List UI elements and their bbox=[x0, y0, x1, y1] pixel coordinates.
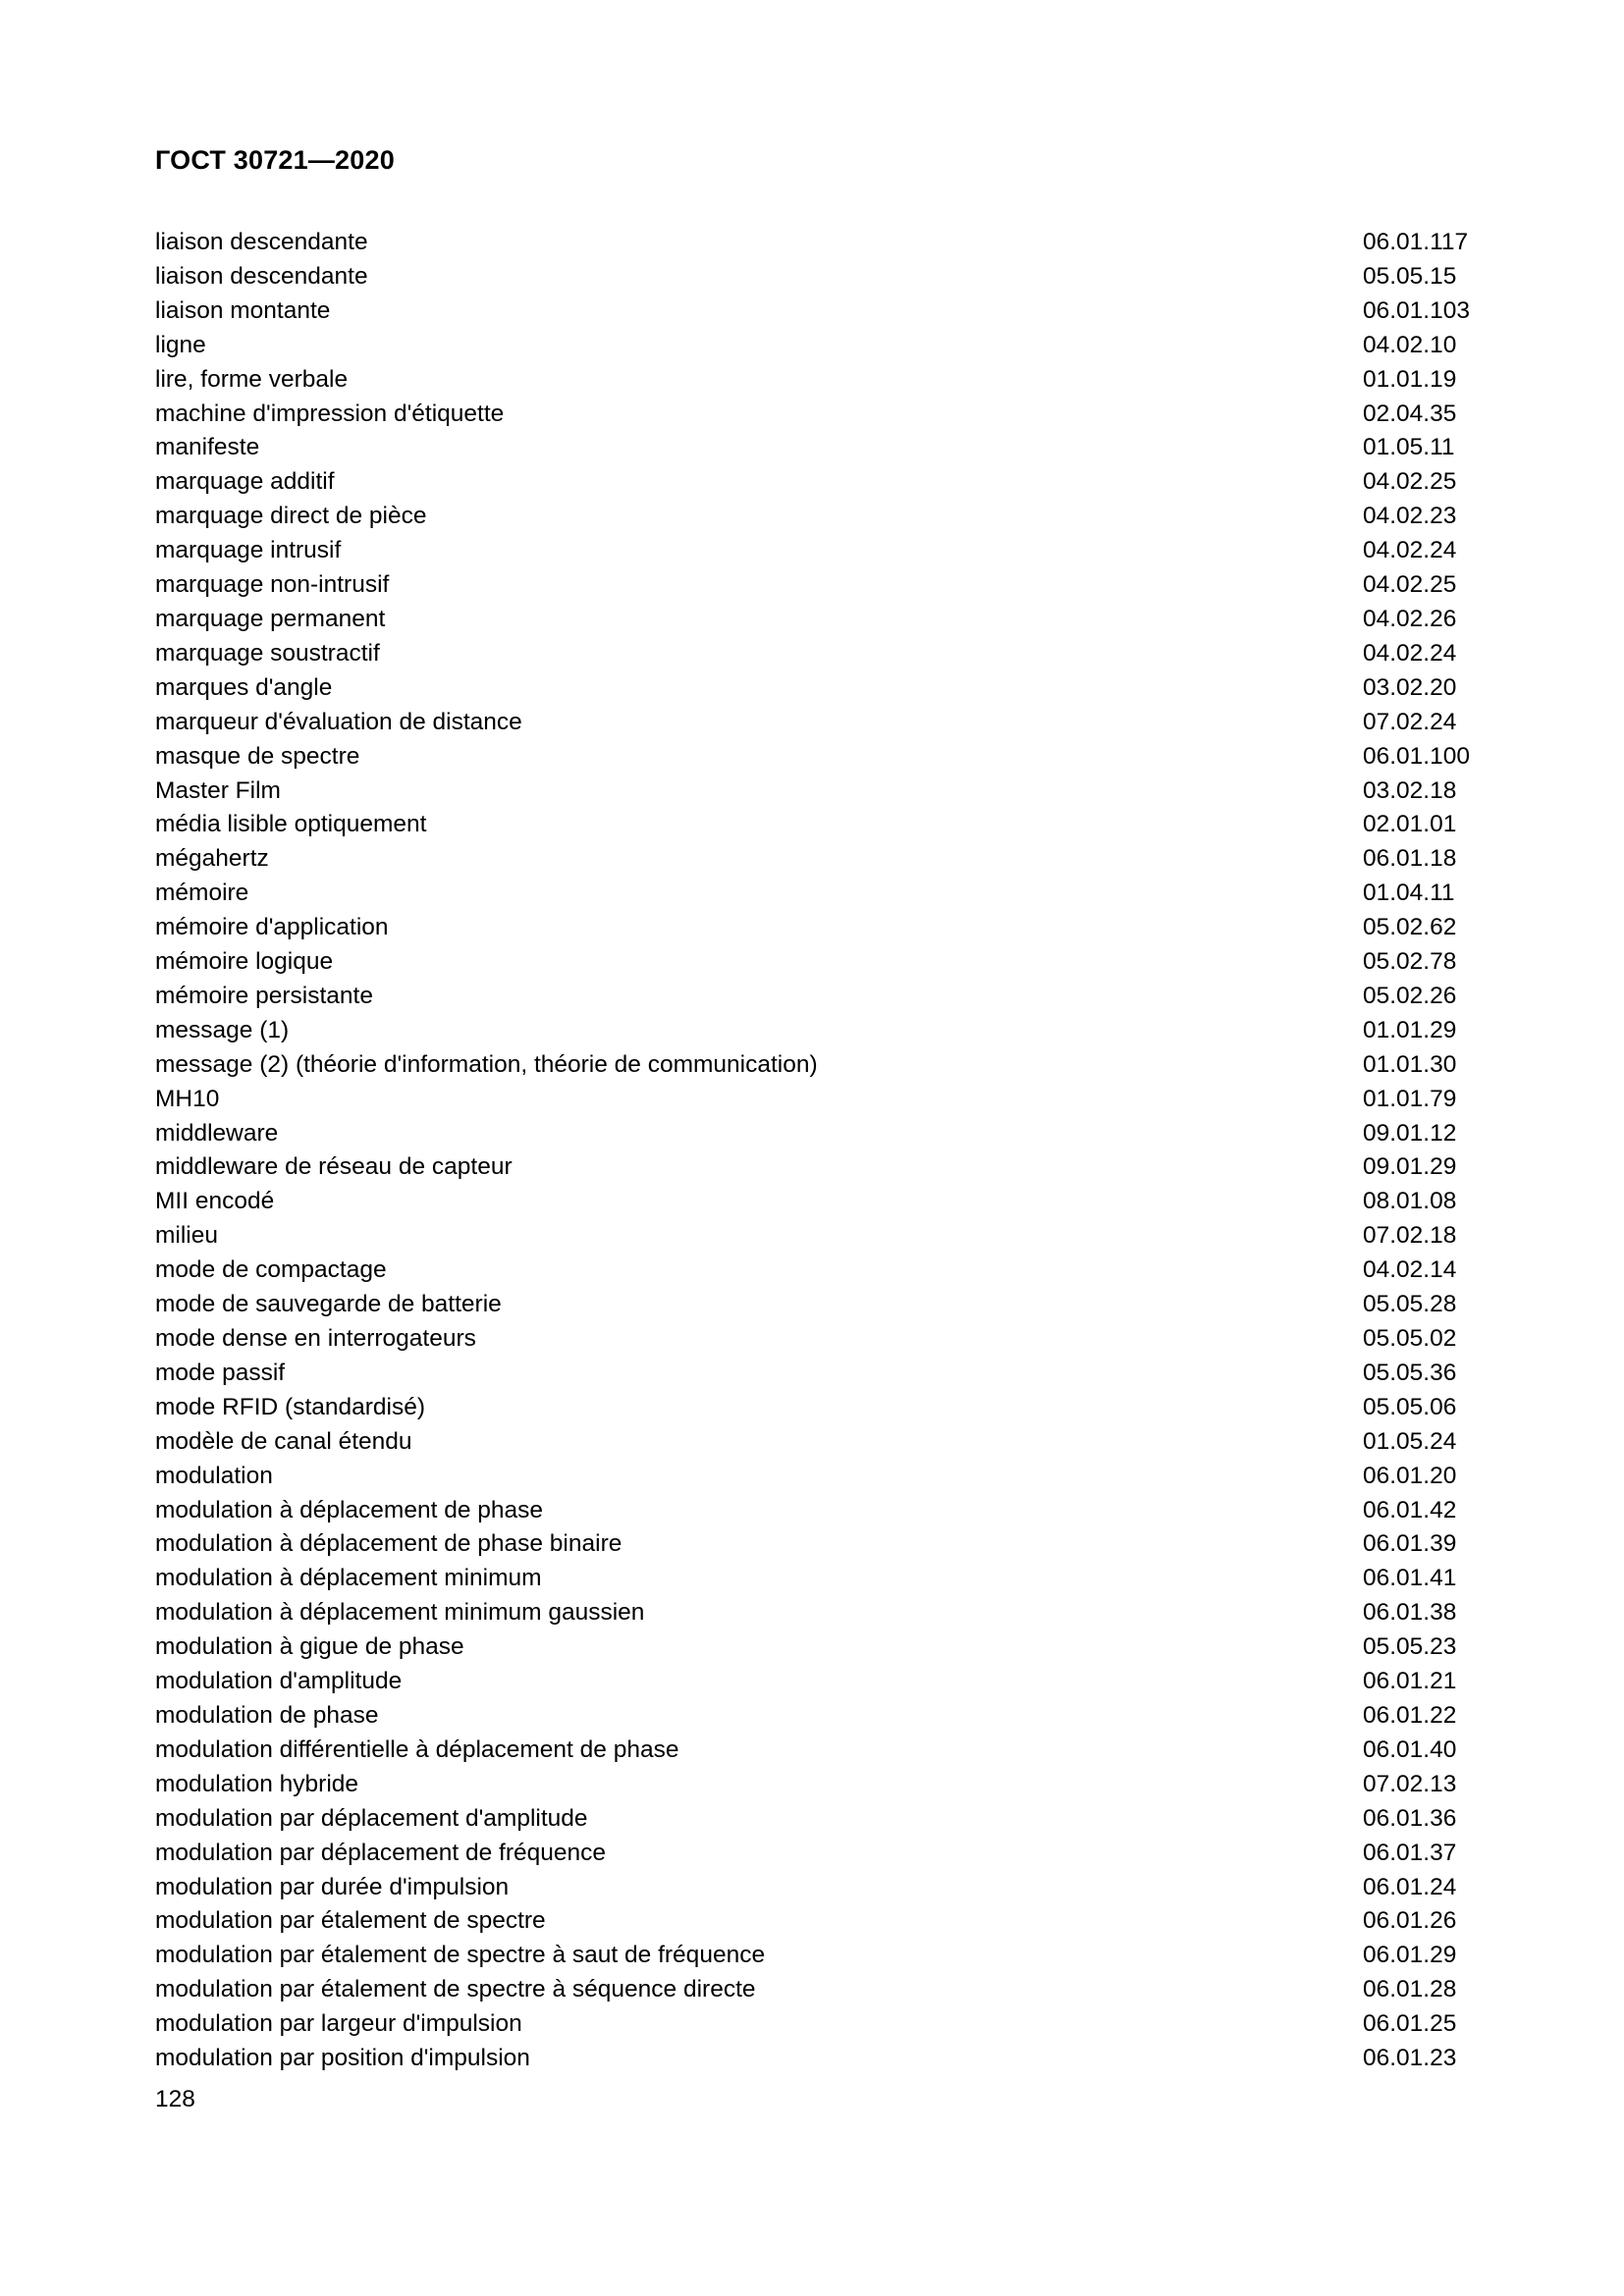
index-reference-number: 01.05.11 bbox=[1363, 434, 1455, 461]
index-entry bbox=[155, 1630, 1490, 1665]
index-reference-number: 04.02.26 bbox=[1363, 605, 1457, 632]
index-entry bbox=[155, 1048, 1490, 1083]
index-entry bbox=[155, 1802, 1490, 1837]
index-reference-number: 06.01.39 bbox=[1363, 1530, 1457, 1558]
index-term: middleware de réseau de capteur bbox=[155, 1153, 513, 1181]
index-entry bbox=[155, 842, 1490, 877]
page-number: 128 bbox=[155, 2086, 195, 2112]
index-term: modulation par largeur d'impulsion bbox=[155, 2010, 522, 2038]
index-term: modulation de phase bbox=[155, 1701, 379, 1729]
index-term: mémoire bbox=[155, 880, 249, 907]
index-term: modèle de canal étendu bbox=[155, 1427, 412, 1455]
index-entry bbox=[155, 1939, 1490, 1973]
index-entry bbox=[155, 945, 1490, 980]
index-entry bbox=[155, 2042, 1490, 2076]
index-term: média lisible optiquement bbox=[155, 811, 427, 838]
index-term: liaison descendante bbox=[155, 229, 368, 255]
document-header: ГОСТ 30721—2020 bbox=[155, 145, 395, 175]
index-entry bbox=[155, 1973, 1490, 2007]
index-entry bbox=[155, 1596, 1490, 1630]
index-reference-number: 04.02.14 bbox=[1363, 1256, 1457, 1284]
index-entry bbox=[155, 877, 1490, 911]
index-term: modulation à déplacement minimum gaussien bbox=[155, 1599, 645, 1627]
index-reference-number: 02.01.01 bbox=[1363, 811, 1457, 838]
index-term: liaison montante bbox=[155, 296, 331, 324]
index-entry bbox=[155, 1768, 1490, 1802]
index-entry bbox=[155, 980, 1490, 1014]
index-term: ligne bbox=[155, 331, 206, 358]
index-term: mode de compactage bbox=[155, 1256, 387, 1284]
index-entry bbox=[155, 1083, 1490, 1117]
index-reference-number: 06.01.23 bbox=[1363, 2045, 1457, 2072]
index-reference-number: 06.01.20 bbox=[1363, 1462, 1457, 1489]
index-term: masque de spectre bbox=[155, 742, 360, 770]
index-reference-number: 04.02.24 bbox=[1363, 537, 1457, 564]
index-reference-number: 03.02.18 bbox=[1363, 776, 1457, 804]
index-reference-number: 01.01.29 bbox=[1363, 1016, 1457, 1043]
index-entry bbox=[155, 1494, 1490, 1528]
index-entry bbox=[155, 534, 1490, 568]
index-reference-number: 01.04.11 bbox=[1363, 880, 1455, 907]
index-reference-number: 01.01.19 bbox=[1363, 365, 1457, 393]
index-reference-number: 01.01.79 bbox=[1363, 1085, 1457, 1112]
index-reference-number: 02.04.35 bbox=[1363, 400, 1457, 427]
index-entry bbox=[155, 363, 1490, 398]
index-entry bbox=[155, 398, 1490, 432]
index-entry bbox=[155, 1871, 1490, 1905]
index-reference-number: 06.01.40 bbox=[1363, 1735, 1457, 1763]
index-reference-number: 04.02.23 bbox=[1363, 503, 1457, 530]
index-reference-number: 03.02.20 bbox=[1363, 673, 1457, 701]
index-entry bbox=[155, 1357, 1490, 1391]
index-term: marquage non-intrusif bbox=[155, 571, 390, 599]
index-term: marquage permanent bbox=[155, 605, 386, 632]
index-term: machine d'impression d'étiquette bbox=[155, 400, 505, 427]
index-reference-number: 05.05.06 bbox=[1363, 1393, 1457, 1420]
index-term: mégahertz bbox=[155, 845, 269, 873]
index-term: modulation à gigue de phase bbox=[155, 1633, 464, 1661]
index-term: mode dense en interrogateurs bbox=[155, 1325, 476, 1352]
index-term: marquage additif bbox=[155, 468, 335, 496]
index-entry bbox=[155, 1734, 1490, 1768]
index-entry bbox=[155, 329, 1490, 363]
index-entry bbox=[155, 1322, 1490, 1357]
index-term: modulation par position d'impulsion bbox=[155, 2045, 530, 2072]
index-entry bbox=[155, 603, 1490, 637]
index-reference-number: 06.01.29 bbox=[1363, 1942, 1457, 1969]
index-entry bbox=[155, 226, 1490, 260]
index-reference-number: 06.01.24 bbox=[1363, 1873, 1457, 1900]
index-entry bbox=[155, 1904, 1490, 1939]
index-entry bbox=[155, 774, 1490, 809]
index-term: modulation différentielle à déplacement de phase bbox=[155, 1735, 679, 1763]
index-entry bbox=[155, 500, 1490, 534]
index-entry bbox=[155, 1150, 1490, 1185]
index-entry bbox=[155, 568, 1490, 603]
index-term: marques d'angle bbox=[155, 673, 333, 701]
index-list bbox=[155, 226, 1490, 2076]
index-reference-number: 06.01.103 bbox=[1363, 296, 1470, 324]
index-reference-number: 04.02.25 bbox=[1363, 468, 1457, 496]
index-entry bbox=[155, 911, 1490, 945]
index-reference-number: 06.01.21 bbox=[1363, 1668, 1457, 1695]
index-term: manifeste bbox=[155, 434, 260, 461]
index-entry bbox=[155, 706, 1490, 740]
index-term: modulation par étalement de spectre à séquence directe bbox=[155, 1976, 756, 2003]
index-term: marquage direct de pièce bbox=[155, 503, 427, 530]
index-term: MH10 bbox=[155, 1085, 220, 1112]
index-entry bbox=[155, 637, 1490, 671]
index-entry bbox=[155, 1117, 1490, 1151]
index-reference-number: 09.01.29 bbox=[1363, 1153, 1457, 1181]
index-reference-number: 04.02.25 bbox=[1363, 571, 1457, 599]
index-reference-number: 06.01.41 bbox=[1363, 1565, 1457, 1592]
index-term: mode RFID (standardisé) bbox=[155, 1393, 426, 1420]
index-reference-number: 05.02.62 bbox=[1363, 914, 1457, 941]
index-entry bbox=[155, 671, 1490, 706]
index-term: modulation par étalement de spectre à saut de fréquence bbox=[155, 1942, 766, 1969]
index-entry bbox=[155, 1185, 1490, 1219]
index-reference-number: 04.02.24 bbox=[1363, 639, 1457, 667]
index-term: modulation d'amplitude bbox=[155, 1668, 403, 1695]
index-entry bbox=[155, 1527, 1490, 1562]
index-term: modulation par durée d'impulsion bbox=[155, 1873, 510, 1900]
index-term: marquage intrusif bbox=[155, 537, 342, 564]
index-reference-number: 01.01.30 bbox=[1363, 1050, 1457, 1078]
index-reference-number: 07.02.13 bbox=[1363, 1770, 1457, 1797]
index-entry bbox=[155, 260, 1490, 294]
index-reference-number: 05.05.23 bbox=[1363, 1633, 1457, 1661]
index-entry bbox=[155, 1014, 1490, 1048]
index-term: message (2) (théorie d'information, théorie de communication) bbox=[155, 1050, 818, 1078]
index-term: mode de sauvegarde de batterie bbox=[155, 1291, 502, 1318]
index-reference-number: 05.05.15 bbox=[1363, 262, 1457, 290]
index-term: marquage soustractif bbox=[155, 639, 380, 667]
index-term: modulation à déplacement minimum bbox=[155, 1565, 542, 1592]
index-term: modulation par déplacement de fréquence bbox=[155, 1839, 607, 1866]
index-entry bbox=[155, 2007, 1490, 2042]
index-reference-number: 06.01.38 bbox=[1363, 1599, 1457, 1627]
index-term: modulation à déplacement de phase bbox=[155, 1496, 544, 1523]
index-reference-number: 06.01.117 bbox=[1363, 229, 1469, 255]
index-reference-number: 01.05.24 bbox=[1363, 1427, 1457, 1455]
index-entry bbox=[155, 808, 1490, 842]
index-reference-number: 06.01.36 bbox=[1363, 1804, 1457, 1832]
index-reference-number: 04.02.10 bbox=[1363, 331, 1457, 358]
index-term: modulation à déplacement de phase binaire bbox=[155, 1530, 623, 1558]
index-reference-number: 05.02.26 bbox=[1363, 982, 1457, 1009]
index-entry bbox=[155, 1425, 1490, 1460]
index-term: mémoire logique bbox=[155, 948, 334, 976]
index-entry bbox=[155, 431, 1490, 465]
index-reference-number: 05.02.78 bbox=[1363, 948, 1457, 976]
index-reference-number: 05.05.02 bbox=[1363, 1325, 1457, 1352]
index-reference-number: 09.01.12 bbox=[1363, 1119, 1457, 1147]
index-term: marqueur d'évaluation de distance bbox=[155, 708, 522, 735]
index-entry bbox=[155, 1562, 1490, 1596]
index-reference-number: 05.05.36 bbox=[1363, 1359, 1457, 1386]
index-term: Master Film bbox=[155, 776, 281, 804]
index-entry bbox=[155, 1219, 1490, 1254]
index-reference-number: 06.01.22 bbox=[1363, 1701, 1457, 1729]
index-entry bbox=[155, 1699, 1490, 1734]
index-entry bbox=[155, 740, 1490, 774]
index-reference-number: 06.01.28 bbox=[1363, 1976, 1457, 2003]
index-reference-number: 06.01.18 bbox=[1363, 845, 1457, 873]
index-entry bbox=[155, 1391, 1490, 1425]
index-entry bbox=[155, 1460, 1490, 1494]
index-entry bbox=[155, 1254, 1490, 1288]
index-term: message (1) bbox=[155, 1016, 290, 1043]
index-term: mode passif bbox=[155, 1359, 286, 1386]
index-term: modulation par étalement de spectre bbox=[155, 1907, 546, 1935]
index-term: modulation par déplacement d'amplitude bbox=[155, 1804, 588, 1832]
index-reference-number: 06.01.37 bbox=[1363, 1839, 1457, 1866]
index-term: mémoire persistante bbox=[155, 982, 373, 1009]
index-entry bbox=[155, 1665, 1490, 1699]
index-term: lire, forme verbale bbox=[155, 365, 349, 393]
index-term: middleware bbox=[155, 1119, 279, 1147]
index-entry bbox=[155, 1837, 1490, 1871]
index-reference-number: 06.01.25 bbox=[1363, 2010, 1457, 2038]
index-reference-number: 06.01.100 bbox=[1363, 742, 1470, 770]
index-reference-number: 06.01.42 bbox=[1363, 1496, 1457, 1523]
index-reference-number: 07.02.18 bbox=[1363, 1222, 1457, 1250]
index-entry bbox=[155, 1288, 1490, 1322]
index-reference-number: 05.05.28 bbox=[1363, 1291, 1457, 1318]
index-entry bbox=[155, 294, 1490, 329]
index-term: milieu bbox=[155, 1222, 218, 1250]
index-term: modulation bbox=[155, 1462, 273, 1489]
index-reference-number: 08.01.08 bbox=[1363, 1188, 1457, 1215]
index-term: liaison descendante bbox=[155, 262, 368, 290]
index-entry bbox=[155, 465, 1490, 500]
index-reference-number: 07.02.24 bbox=[1363, 708, 1457, 735]
index-term: MII encodé bbox=[155, 1188, 275, 1215]
index-term: modulation hybride bbox=[155, 1770, 359, 1797]
index-term: mémoire d'application bbox=[155, 914, 389, 941]
index-reference-number: 06.01.26 bbox=[1363, 1907, 1457, 1935]
